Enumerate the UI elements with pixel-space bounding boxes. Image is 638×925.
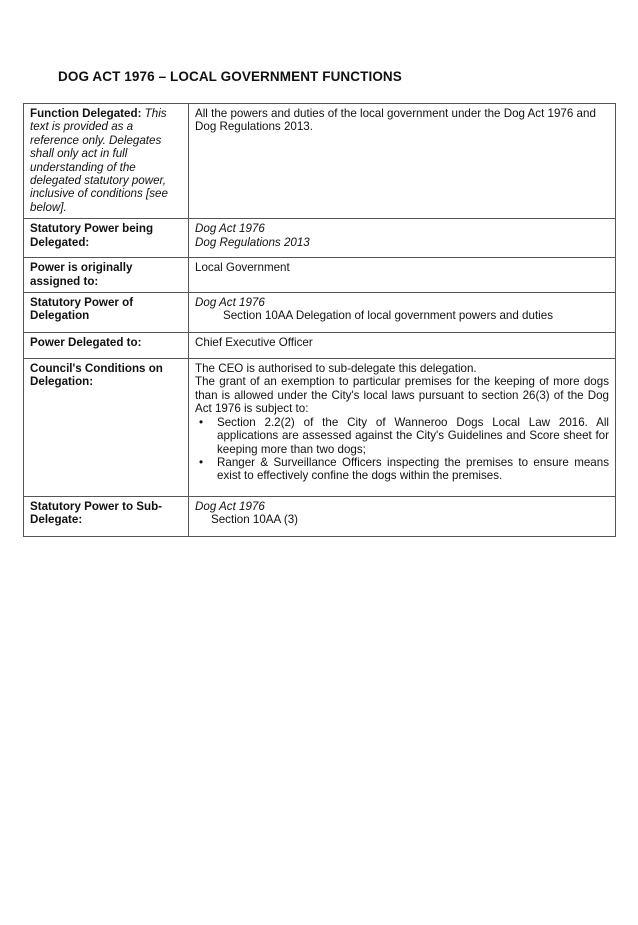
delegated-to-value: Chief Executive Officer (189, 333, 616, 359)
table-row (24, 293, 616, 333)
power-of-delegation-value (189, 293, 616, 333)
conditions-sub-delegate-note: The CEO is authorised to sub-delegate this delegation. (195, 362, 477, 376)
conditions-value (189, 359, 616, 497)
function-delegated-label (24, 104, 189, 219)
conditions-exemption-text: The grant of an exemption to particular premises for the keeping of more dogs than is allowed under the City's local laws pursuant to section 26(3) of the Dog Act 1976 is subject to: (195, 375, 609, 416)
power-of-delegation-label: Statutory Power of Delegation (24, 293, 189, 333)
statutory-power-act: Dog Act 1976 (195, 222, 265, 236)
table-row (24, 333, 616, 359)
function-delegated-note: This text is provided as a reference only. Delegates shall only act in full understanding of the delegated statutory power, inclusive of conditions [see below]. (30, 107, 168, 214)
table-row (24, 258, 616, 293)
list-item: • Section 2.2(2) of the City of Wanneroo Dogs Local Law 2016. All applications are assessed against the City's Guidelines and Score sheet for keeping more than two dogs; (217, 416, 609, 456)
delegated-to-label: Power Delegated to: (24, 333, 189, 359)
table-row (24, 497, 616, 537)
sub-delegate-section: Section 10AA (3) (211, 513, 299, 527)
table-row (24, 104, 616, 219)
conditions-label: Council's Conditions on Delegation: (24, 359, 189, 497)
originally-assigned-label: Power is originally assigned to: (24, 258, 189, 293)
page-title: DOG ACT 1976 – LOCAL GOVERNMENT FUNCTIONS (58, 69, 402, 84)
table-row (24, 359, 616, 497)
statutory-power-value (189, 219, 616, 258)
sub-delegate-act: Dog Act 1976 (195, 500, 265, 514)
sub-delegate-value (189, 497, 616, 537)
function-delegated-value: All the powers and duties of the local government under the Dog Act 1976 and Dog Regulations 2013. (189, 104, 616, 219)
conditions-list (195, 416, 609, 483)
list-item: • Ranger & Surveillance Officers inspecting the premises to ensure means exist to effectively confine the dogs within the premises. (217, 456, 609, 483)
delegation-table (23, 103, 616, 537)
statutory-power-regulations: Dog Regulations 2013 (195, 235, 310, 249)
table-row (24, 219, 616, 258)
power-of-delegation-section: Section 10AA Delegation of local government powers and duties (223, 309, 553, 323)
function-delegated-label-bold: Function Delegated: (30, 107, 142, 120)
power-of-delegation-act: Dog Act 1976 (195, 296, 265, 310)
statutory-power-label: Statutory Power being Delegated: (24, 219, 189, 258)
sub-delegate-label: Statutory Power to Sub-Delegate: (24, 497, 189, 537)
originally-assigned-value: Local Government (189, 258, 616, 293)
